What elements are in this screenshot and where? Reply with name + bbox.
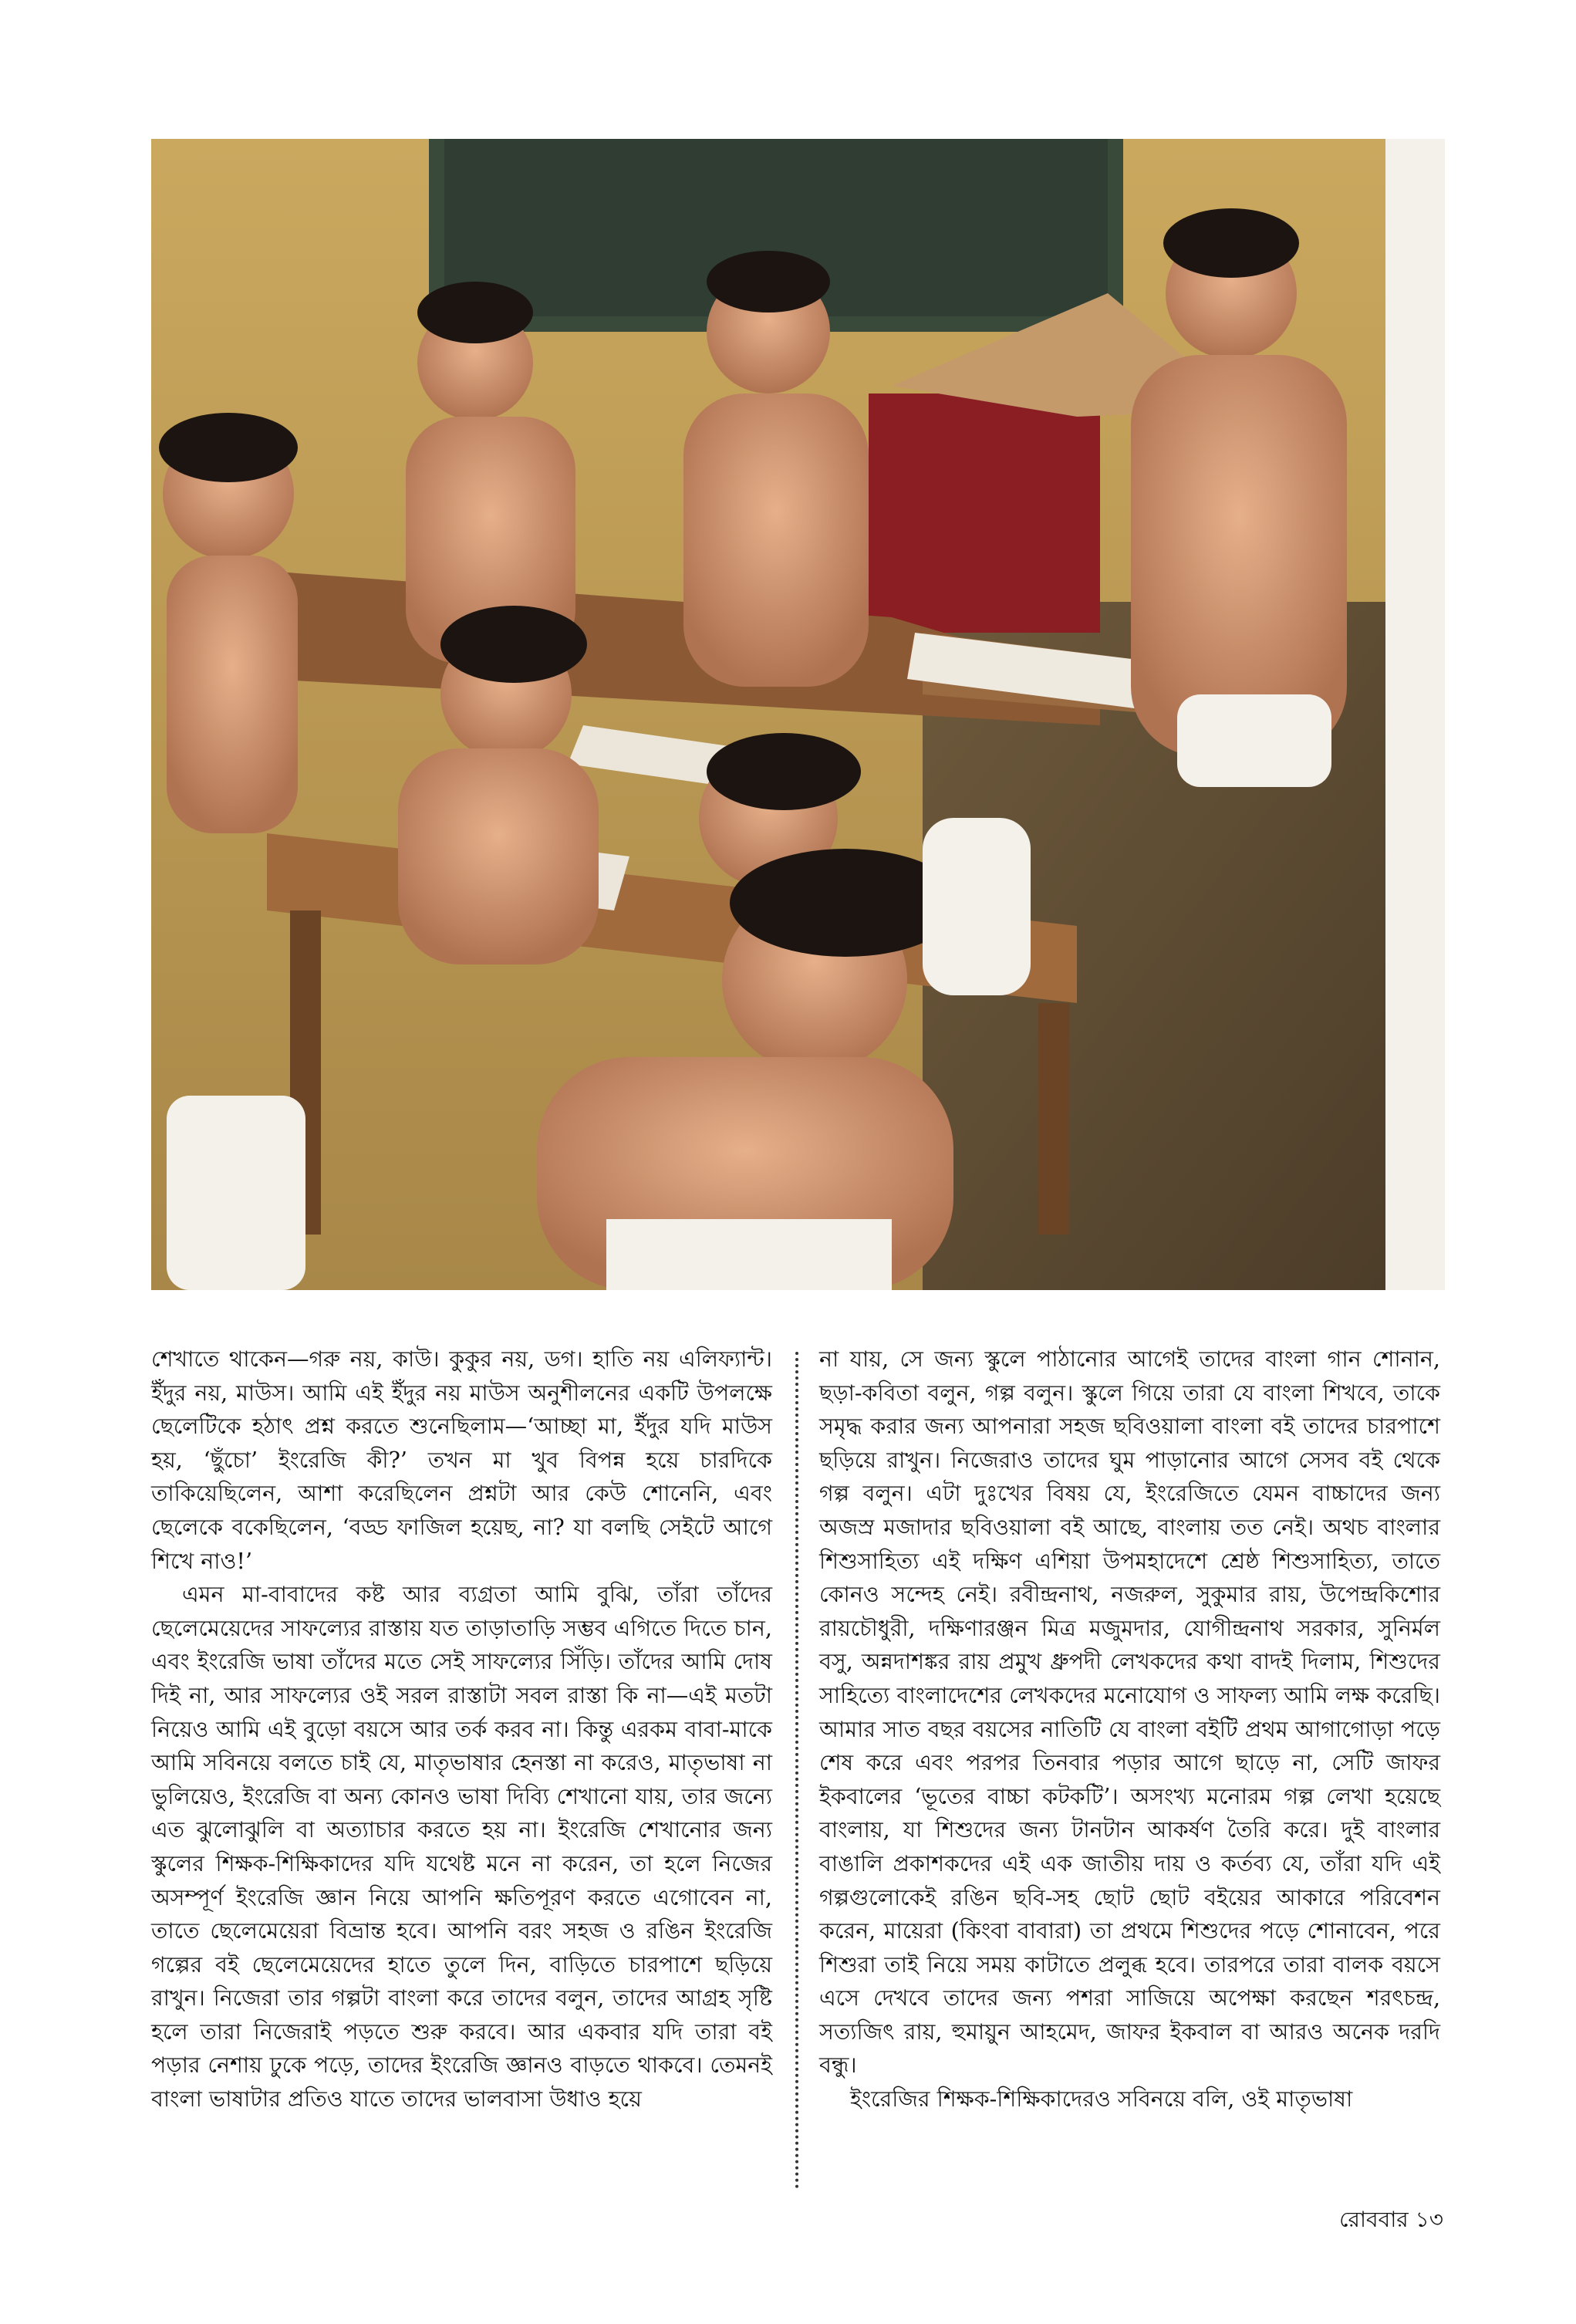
article-paragraph: না যায়, সে জন্য স্কুলে পাঠানোর আগেই তাদের বাংলা গান শোনান, ছড়া-কবিতা বলুন, গল্প বলুন। স্কুলে গিয়ে তারা যে বাংলা শিখবে, তাকে সমৃদ্ধ করার জন্য আপনারা সহজ ছবিওয়ালা বাংলা বই তাদের চারপাশে ছড়িয়ে রাখুন। নিজেরাও তাদের ঘুম পাড়ানোর আগে সেসব বই থেকে গল্প বলুন। এটা দুঃখের বিষয় যে, ইংরেজিতে যেমন বাচ্চাদের জন্য অজস্র মজাদার ছবিওয়ালা বই আছে, বাংলায় তত নেই। অথচ বাংলার শিশুসাহিত্য এই দক্ষিণ এশিয়া উপমহাদেশে শ্রেষ্ঠ শিশুসাহিত্য, তাতে কোনও সন্দেহ নেই। রবীন্দ্রনাথ, নজরুল, সুকুমার রায়, উপেন্দ্রকিশোর রায়চৌধুরী, দক্ষিণারঞ্জন মিত্র মজুমদার, যোগীন্দ্রনাথ সরকার, সুনির্মল বসু, অন্নদাশঙ্কর রায় প্রমুখ ধ্রুপদী লেখকদের কথা বাদই দিলাম, শিশুদের সাহিত্যে বাংলাদেশের লেখকদের মনোযোগ ও সাফল্য আমি লক্ষ করেছি। আমার সাত বছর বয়সের নাতিটি যে বাংলা বইটি প্রথম আগাগোড়া পড়ে শেষ করে এবং পরপর তিনবার পড়ার আগে ছাড়ে না, সেটি জাফর ইকবালের ‘ভূতের বাচ্চা কটকটি’। অসংখ্য মনোরম গল্প লেখা হয়েছে বাংলায়, যা শিশুদের জন্য টানটান আকর্ষণ তৈরি করে। দুই বাংলার বাঙালি প্রকাশকদের এই এক জাতীয় দায় ও কর্তব্য যে, তাঁরা যদি এই গল্পগুলোকেই রঙিন ছবি-সহ ছোট ছোট বইয়ের আকারে পরিবেশন করেন, মায়েরা (কিংবা বাবারা) তা প্রথমে শিশুদের পড়ে শোনাবেন, পরে শিশুরা তাই নিয়ে সময় কাটাতে প্রলুব্ধ হবে। তারপরে তারা বালক বয়সে এসে দেখবে তাদের জন্য পশরা সাজিয়ে অপেক্ষা করছেন শরৎচন্দ্র, সত্যজিৎ রায়, হুমায়ুন আহমেদ, জাফর ইকবাল বা আরও অনেক দরদি বন্ধু। bbox=[819, 1346, 1440, 2079]
article-right-column bbox=[819, 1343, 1440, 2116]
classroom-photo bbox=[151, 139, 1445, 1290]
article-paragraph: এমন মা-বাবাদের কষ্ট আর ব্যগ্রতা আমি বুঝি, তাঁরা তাঁদের ছেলেমেয়েদের সাফল্যের রাস্তায় যত তাড়াতাড়ি সম্ভব এগিতে দিতে চান, এবং ইংরেজি ভাষা তাঁদের মতে সেই সাফল্যের সিঁড়ি। তাঁদের আমি দোষ দিই না, আর সাফল্যের ওই সরল রাস্তাটা সবল রাস্তা কি না—এই মতটা নিয়েও আমি এই বুড়ো বয়সে আর তর্ক করব না। কিন্তু এরকম বাবা-মাকে আমি সবিনয়ে বলতে চাই যে, মাতৃভাষার হেনস্তা না করেও, মাতৃভাষা না ভুলিয়েও, ইংরেজি বা অন্য কোনও ভাষা দিব্যি শেখানো যায়, তার জন্যে এত ঝুলোঝুলি বা অত্যাচার করতে হয় না। ইংরেজি শেখানোর জন্য স্কুলের শিক্ষক-শিক্ষিকাদের যদি যথেষ্ট মনে না করেন, তা হলে নিজের অসম্পূর্ণ ইংরেজি জ্ঞান নিয়ে আপনি ক্ষতিপূরণ করতে এগোবেন না, তাতে ছেলেমেয়েরা বিভ্রান্ত হবে। আপনি বরং সহজ ও রঙিন ইংরেজি গল্পের বই ছেলেমেয়েদের হাতে তুলে দিন, বাড়িতে চারপাশে ছড়িয়ে রাখুন। নিজেরা তার গল্পটা বাংলা করে তাদের বলুন, তাদের আগ্রহ সৃষ্টি হলে তারা নিজেরাই পড়তে শুরু করবে। আর একবার যদি তারা বই পড়ার নেশায় ঢুকে পড়ে, তাদের ইংরেজি জ্ঞানও বাড়তে থাকবে। তেমনই বাংলা ভাষাটার প্রতিও যাতে তাদের ভালবাসা উধাও হয়ে bbox=[151, 1582, 772, 2113]
article-paragraph: ইংরেজির শিক্ষক-শিক্ষিকাদেরও সবিনয়ে বলি, ওই মাতৃভাষা bbox=[850, 2086, 1353, 2113]
column-divider bbox=[795, 1352, 798, 2189]
classroom-photo-illustration bbox=[151, 139, 1445, 1290]
article-left-column bbox=[151, 1343, 772, 2116]
page-footer-label: রোববার ১৩ bbox=[1339, 2207, 1443, 2232]
article-paragraph: শেখাতে থাকেন—গরু নয়, কাউ। কুকুর নয়, ডগ। হাতি নয় এলিফ্যান্ট। ইঁদুর নয়, মাউস। আমি এই ইঁদুর নয় মাউস অনুশীলনের একটি উপলক্ষে ছেলেটিকে হঠাৎ প্রশ্ন করতে শুনেছিলাম—‘আচ্ছা মা, ইঁদুর যদি মাউস হয়, ‘ছুঁচো’ ইংরেজি কী?’ তখন মা খুব বিপন্ন হয়ে চারদিকে তাকিয়েছিলেন, আশা করেছিলেন প্রশ্নটা আর কেউ শোনেনি, এবং ছেলেকে বকেছিলেন, ‘বড্ড ফাজিল হয়েছ, না? যা বলছি সেইটে আগে শিখে নাও!’ bbox=[151, 1346, 772, 1574]
